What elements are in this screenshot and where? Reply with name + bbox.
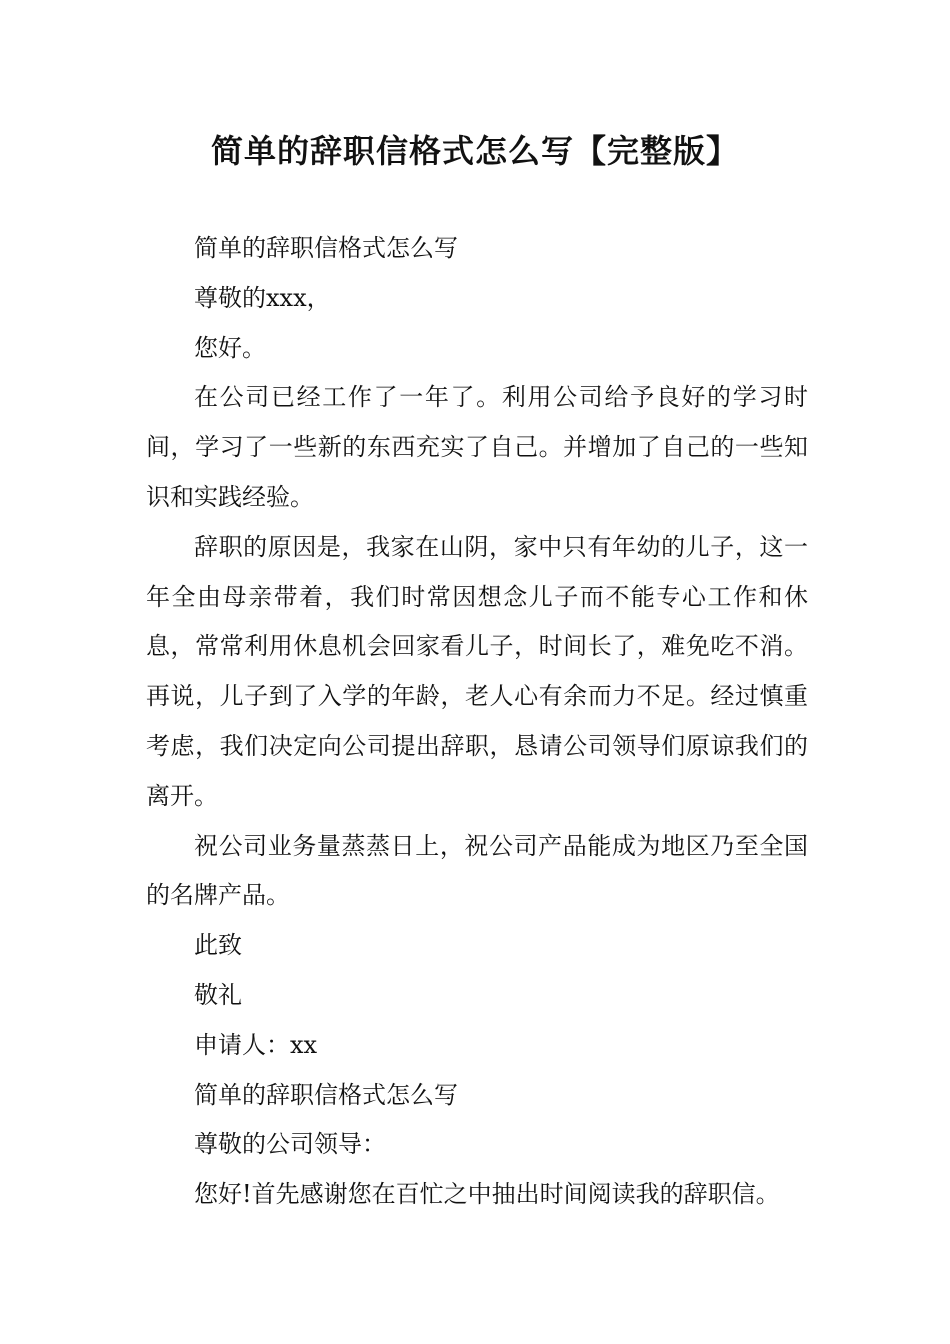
paragraph: 辞职的原因是，我家在山阴，家中只有年幼的儿子，这一年全由母亲带着，我们时常因想念儿子而不能专心工作和休息，常常利用休息机会回家看儿子，时间长了，难免吃不消。再说，儿子到了入学的年龄，老人心有余而力不足。经过慎重考虑，我们决定向公司提出辞职，恳请公司领导们原谅我们的离开。: [146, 532, 808, 810]
paragraph: 您好!首先感谢您在百忙之中抽出时间阅读我的辞职信。: [194, 1180, 780, 1209]
paragraph: 尊敬的xxx，: [194, 283, 331, 312]
paragraph: 祝公司业务量蒸蒸日上，祝公司产品能成为地区乃至全国的名牌产品。: [146, 831, 808, 910]
paragraph: 敬礼: [194, 980, 242, 1009]
paragraph: 尊敬的公司领导：: [194, 1130, 386, 1159]
paragraph: 申请人：xx: [194, 1030, 318, 1059]
document-title: 简单的辞职信格式怎么写【完整版】: [210, 132, 739, 170]
document-body: [146, 224, 808, 1220]
paragraph: 在公司已经工作了一年了。利用公司给予良好的学习时间，学习了一些新的东西充实了自己。并增加了自己的一些知识和实践经验。: [146, 383, 808, 511]
paragraph: 简单的辞职信格式怎么写: [194, 234, 458, 262]
paragraph: 您好。: [194, 333, 266, 362]
paragraph: 简单的辞职信格式怎么写: [194, 1080, 458, 1109]
paragraph: 此致: [194, 931, 242, 960]
